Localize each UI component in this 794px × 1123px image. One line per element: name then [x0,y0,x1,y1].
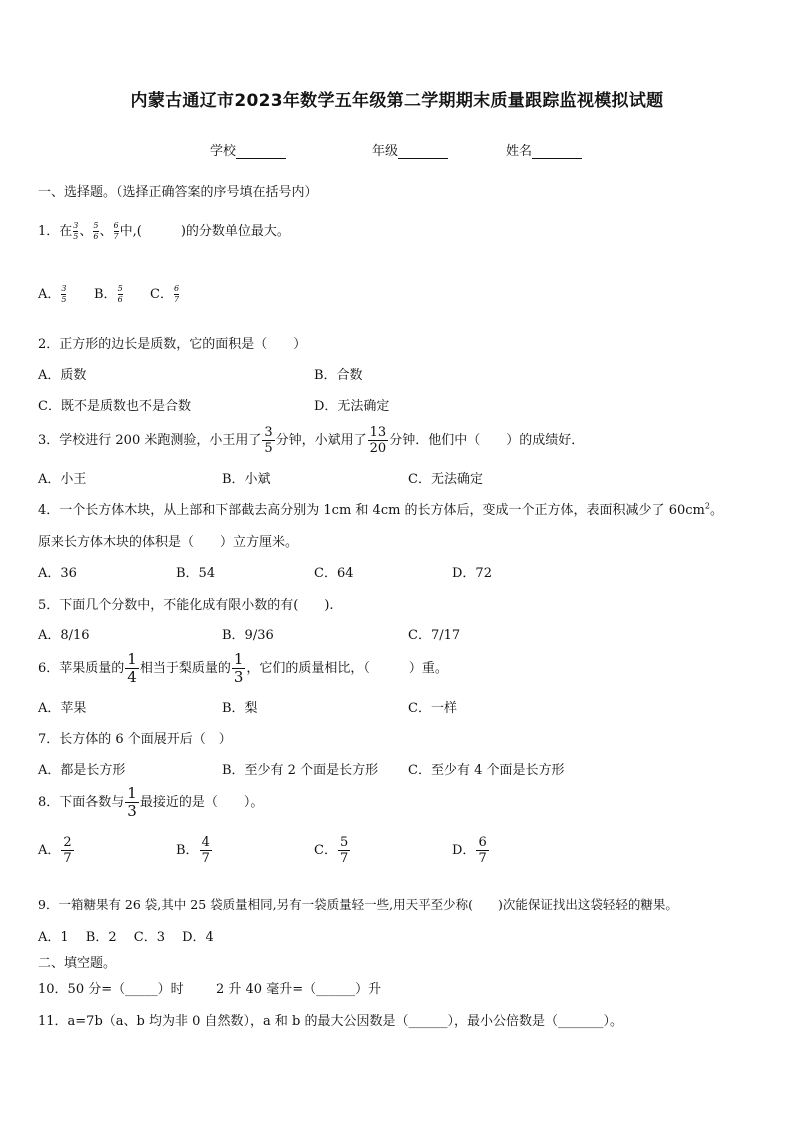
question-10-part-1: 10．50 分=（_____）时 [38,982,184,997]
q1-fraction-3: $\frac{6}{7}$ [113,221,119,241]
q7-option-a: A．都是长方形 [38,763,126,778]
grade-blank [398,144,448,159]
q6-option-c: C．一样 [408,701,457,716]
q2-option-d: D．无法确定 [314,399,390,414]
question-5-stem: 5．下面几个分数中，不能化成有限小数的有( ). [38,598,334,613]
q3-fraction-1: $\frac{3}{5}$ [264,425,273,456]
q6-option-a: A．苹果 [38,701,87,716]
q3-option-b: B．小斌 [222,472,271,487]
q8-option-c-fraction: $\frac{5}{7}$ [339,835,349,866]
q2-option-c: C．既不是质数也不是合数 [38,399,191,414]
name-blank [532,144,582,159]
q1-fraction-1: $\frac{3}{5}$ [73,221,79,241]
q1-option-a: A． $\frac{3}{5}$ [38,284,67,304]
question-1-stem: 1．在 $\frac{3}{5}$ 、 $\frac{5}{6}$ 、 $\frac{6}{7}$ 中,( )的分数单位最大。 [38,221,290,241]
page-title: 内蒙古通辽市2023年数学五年级第二学期期末质量跟踪监视模拟试题 [130,91,664,111]
q1-option-b-fraction: $\frac{5}{6}$ [117,284,123,304]
q7-option-b: B．至少有 2 个面是长方形 [222,763,379,778]
q5-option-a: A．8/16 [38,628,90,643]
q6-fraction-2: $\frac{1}{3}$ [233,650,244,686]
school-blank [236,144,286,159]
question-3-stem: 3．学校进行 200 米跑测验，小王用了 $\frac{3}{5}$ 分钟，小斌用了 $\frac{13}{20}$ 分钟．他们中（ ）的成绩好． [38,425,585,456]
q4-option-b: B．54 [176,566,216,581]
section-1-heading: 一、选择题。（选择正确答案的序号填在括号内） [38,185,318,200]
q7-option-c: C．至少有 4 个面是长方形 [408,763,565,778]
q8-option-b-fraction: $\frac{4}{7}$ [201,835,210,866]
school-label: 学校 [210,144,237,159]
q4-option-c: C．64 [314,566,354,581]
name-label: 姓名 [506,144,533,159]
question-7-stem: 7．长方体的 6 个面展开后（ ） [38,732,232,747]
q4-option-d: D．72 [452,566,492,581]
question-8-stem: 8．下面各数与 $\frac{1}{3}$ 最接近的是（ ）。 [38,784,264,820]
q2-option-a: A．质数 [38,368,87,383]
question-6-stem: 6．苹果质量的 $\frac{1}{4}$ 相当于梨质量的 $\frac{1}{3}$ ，它们的质量相比，（ ）重。 [38,650,448,686]
q2-option-b: B．合数 [314,368,363,383]
q6-option-b: B．梨 [222,701,258,716]
q6-fraction-1: $\frac{1}{4}$ [127,650,137,686]
question-9-stem: 9．一箱糖果有 26 袋,其中 25 袋质量相同,另有一袋质量轻一些,用天平至少称( )次能保证找出这袋轻轻的糖果。 [38,897,678,912]
q5-option-b: B．9/36 [222,628,274,643]
q8-option-a-fraction: $\frac{2}{7}$ [63,835,72,866]
section-2-heading: 二、填空题。 [38,956,117,971]
q1-option-c: C． $\frac{6}{7}$ [150,284,180,304]
q3-fraction-2: $\frac{13}{20}$ [369,425,387,456]
q1-fraction-2: $\frac{5}{6}$ [93,221,99,241]
question-2-stem: 2．正方形的边长是质数，它的面积是（ ） [38,337,307,352]
q8-fraction: $\frac{1}{3}$ [127,784,137,820]
q1-option-c-fraction: $\frac{6}{7}$ [173,284,180,304]
q8-option-d-fraction: $\frac{6}{7}$ [478,835,487,866]
q3-option-a: A．小王 [38,472,87,487]
q8-option-b: B． $\frac{4}{7}$ [176,835,210,866]
school-field [210,140,286,159]
grade-label: 年级 [372,144,399,159]
q8-option-d: D． $\frac{6}{7}$ [452,835,487,866]
q4-option-a: A．36 [38,566,77,581]
q1-option-a-fraction: $\frac{3}{5}$ [61,284,67,304]
question-11-stem: 11．a=7b（a、b 均为非 0 自然数），a 和 b 的最大公因数是（______），最小公倍数是（_______）。 [38,1014,623,1029]
question-4-line-2: 原来长方体木块的体积是（ ）立方厘米。 [38,535,299,550]
question-4-line-1: 4．一个长方体木块，从上部和下部截去高分别为 1cm 和 4cm 的长方体后，变成一个正方体，表面积减少了 $60cm^2$。 [38,501,723,518]
q9-options: A．1 B．2 C．3 D．4 [38,930,214,945]
grade-field [372,140,448,159]
q3-option-c: C．无法确定 [408,472,483,487]
q1-prefix: 在 [59,224,73,239]
q1-option-b: B． $\frac{5}{6}$ [94,284,123,304]
q1-number: 1． [38,224,60,239]
name-field [506,140,582,159]
q8-option-c: C． $\frac{5}{7}$ [314,835,349,866]
question-10-part-2: 2 升 40 毫升=（______）升 [216,982,382,997]
q1-suffix: 中,( )的分数单位最大。 [119,224,290,239]
q5-option-c: C．7/17 [408,628,461,643]
q8-option-a: A． $\frac{2}{7}$ [38,835,72,866]
